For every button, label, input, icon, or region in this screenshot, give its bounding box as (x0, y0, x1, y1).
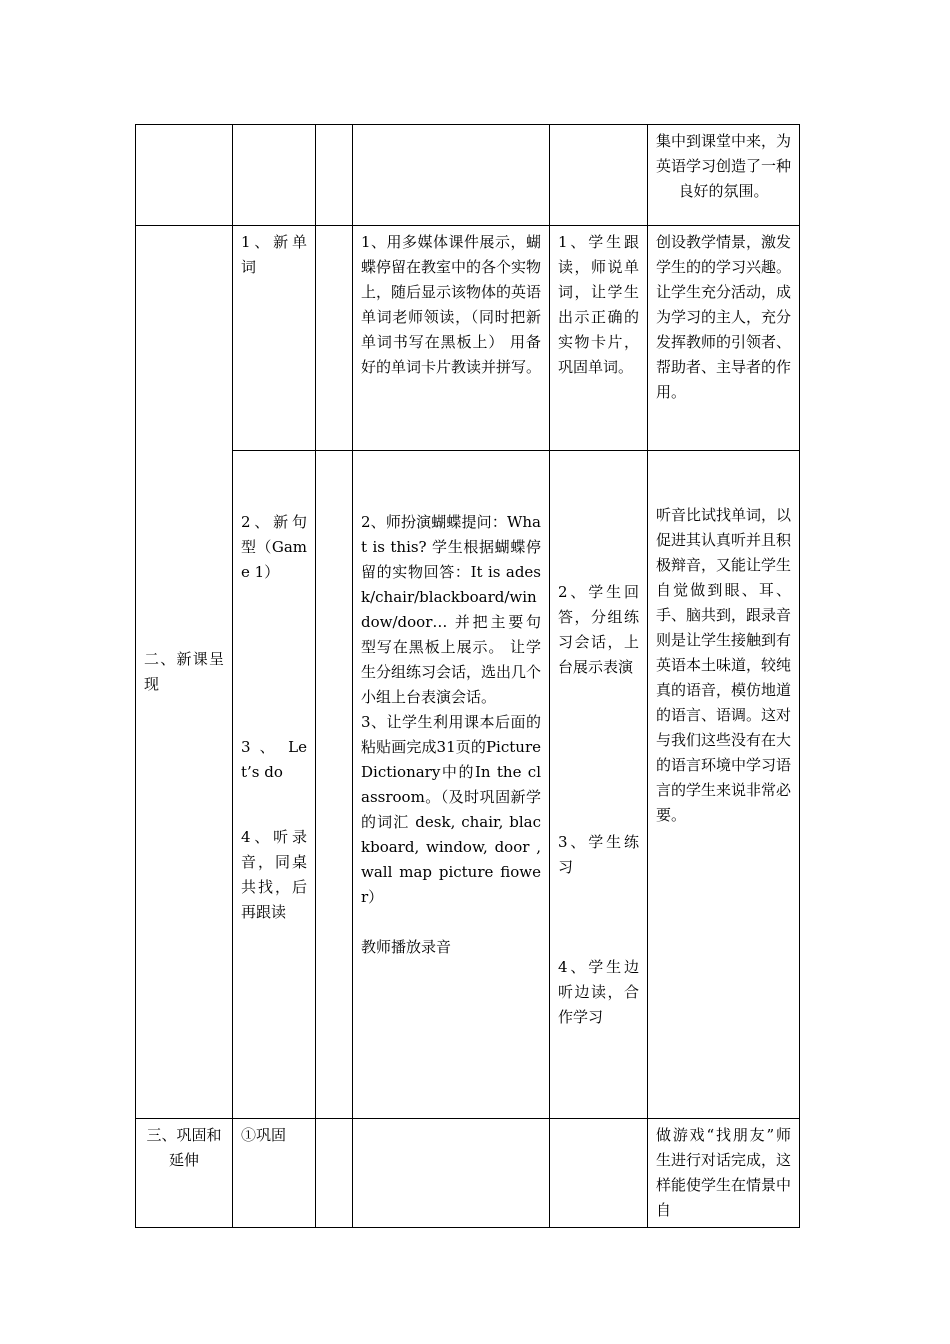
cell-stage-new-lesson: 二、新课呈现 (136, 226, 233, 1119)
student-activity-3: 3、学生练习 (558, 833, 639, 876)
cell-narrow-empty (316, 125, 353, 226)
table-row-consolidate (136, 1119, 800, 1228)
lesson-plan-table (135, 124, 800, 1228)
step-4-label: 4、听录音，同桌共找，后再跟读 (241, 828, 307, 921)
cell-teacher-empty (353, 125, 550, 226)
step-3-label: 3 、 Let’s do (241, 738, 307, 781)
teacher-activity-4: 教师播放录音 (361, 938, 452, 956)
student-activity-4: 4、学生边听边读，合作学习 (558, 958, 639, 1026)
table-row-new-words (136, 226, 800, 451)
cell-note-sentences (648, 451, 800, 1119)
cell-narrow-empty (316, 451, 353, 1119)
cell-note-new-words: 创设教学情景，激发学生的的学习兴趣。让学生充分活动，成为学习的主人，充分发挥教师的引领者、帮助者、主导者的作用。 (648, 226, 800, 451)
cell-teacher-empty (353, 1119, 550, 1228)
cell-step-empty (233, 125, 316, 226)
cell-student-empty (550, 1119, 648, 1228)
teacher-activity-2: 2、师扮演蝴蝶提问：What is this? 学生根据蝴蝶停留的实物回答：It is adesk/chair/blackboard/window/door… 并把主要句型写在黑板上展示。 让学生分组练习会话，选出几个小组上台表演会话。 (361, 513, 542, 706)
cell-note: 集中到课堂中来，为英语学习创造了一种良好的氛围。 (648, 125, 800, 226)
step-2-label: 2、新句型（Game 1） (241, 513, 307, 581)
cell-note-consolidate: 做游戏“找朋友”师生进行对话完成，这样能使学生在情景中自 (648, 1119, 800, 1228)
student-activity-2: 2、学生回答，分组练习会话，上台展示表演 (558, 583, 639, 676)
cell-stage-consolidate: 三、巩固和延伸 (136, 1119, 233, 1228)
cell-narrow-empty (316, 1119, 353, 1228)
cell-student-sentences (550, 451, 648, 1119)
cell-student-empty (550, 125, 648, 226)
cell-narrow-empty (316, 226, 353, 451)
cell-teacher-sentences (353, 451, 550, 1119)
cell-step-new-words: 1、新单词 (233, 226, 316, 451)
cell-step-sentences (233, 451, 316, 1119)
table-row-continuation (136, 125, 800, 226)
table-row-new-sentences (136, 451, 800, 1119)
cell-teacher-new-words: 1、用多媒体课件展示，蝴蝶停留在教室中的各个实物上，随后显示该物体的英语单词老师领读，（同时把新单词书写在黑板上） 用备好的单词卡片教读并拼写。 (353, 226, 550, 451)
teacher-activity-3: 3、让学生利用课本后面的粘贴画完成31页的Picture Dictionary中的In the classroom。（及时巩固新学的词汇 desk, chair, blackboard, window, door ,wall map picture fiower） (361, 713, 541, 906)
cell-student-new-words: 1、学生跟读，师说单词，让学生出示正确的实物卡片，巩固单词。 (550, 226, 648, 451)
cell-step-consolidate: ①巩固 (233, 1119, 316, 1228)
note-listening: 听音比试找单词，以促进其认真听并且积极辩音，又能让学生自觉做到眼、耳、手、脑共到，跟录音则是让学生接触到有英语本土味道，较纯真的语音，模仿地道的语言、语调。这对与我们这些没有在大的语言环境中学习语言的学生来说非常必要。 (656, 506, 792, 824)
cell-stage-empty (136, 125, 233, 226)
